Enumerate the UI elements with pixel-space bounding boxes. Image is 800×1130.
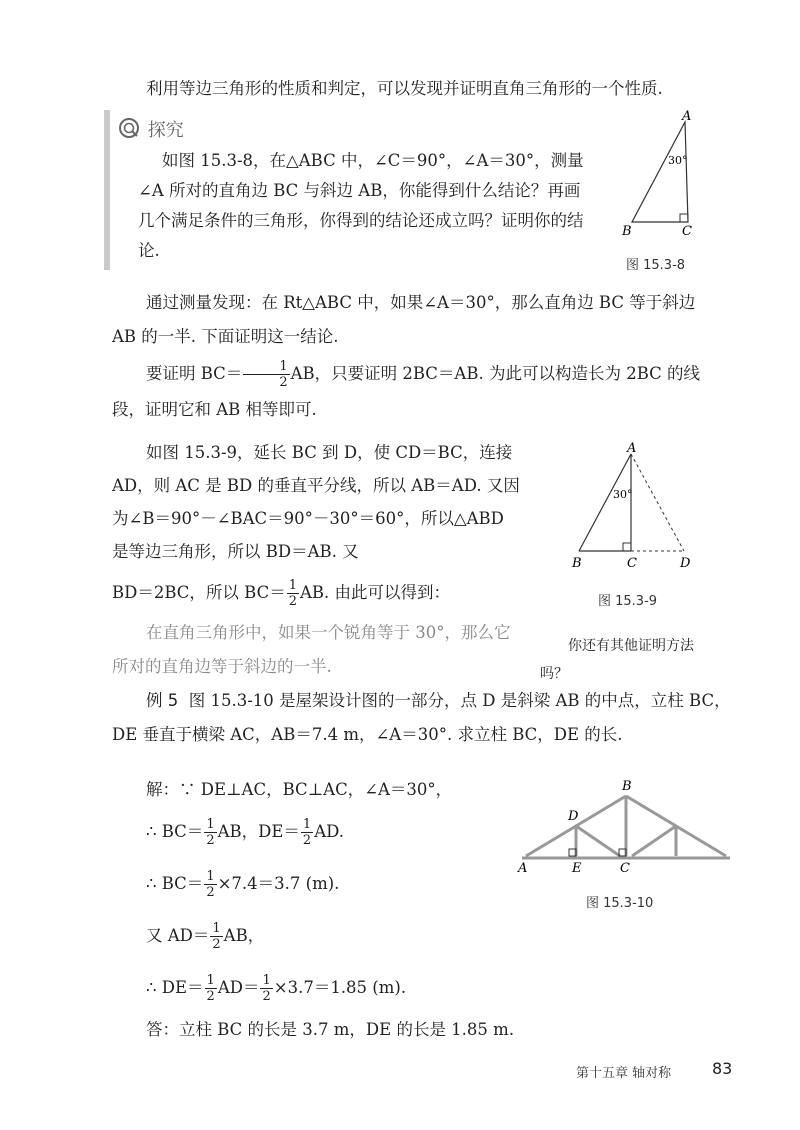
fig8-label-b: B	[622, 224, 632, 239]
page-number: 83	[712, 1059, 733, 1078]
side-note: 你还有其他证明方法吗？	[540, 638, 694, 682]
half-fraction: $\frac{1}{2}$	[288, 578, 297, 609]
intro-text: 利用等边三角形的性质和判定，可以发现并证明直角三角形的一个性质.	[146, 79, 663, 98]
p2-text-a: 要证明 BC＝	[146, 364, 243, 383]
fig9-label-a: A	[627, 441, 637, 456]
p3-text-b: BD＝2BC，所以 BC＝	[112, 583, 286, 602]
p2-text-b: AB，只要证明 2BC＝AB. 为此可以构造长为 2BC 的线段，证明它和 AB 相等即可.	[112, 364, 701, 419]
fig8-caption: 图 15.3-8	[626, 258, 686, 273]
fig9-label-d: D	[680, 556, 691, 571]
fig9-angle-label: 30°	[613, 488, 633, 501]
figure-15-3-10	[512, 776, 742, 876]
fig10-label-b: B	[622, 779, 632, 794]
solution-line-1: 解：∵ DE⊥AC，BC⊥AC，∠A＝30°，	[146, 780, 453, 799]
solution-line-5: ∴ DE＝ $\frac{1}{2}$ AD＝ $\frac{1}{2}$ ×3.7＝1.85 (m).	[146, 973, 407, 1004]
prove-plan-paragraph	[112, 356, 717, 428]
solution-line-3: ∴ BC＝ $\frac{1}{2}$ ×7.4＝3.7 (m).	[146, 869, 340, 900]
explore-title: 探究	[147, 120, 184, 141]
fig10-label-e: E	[572, 861, 582, 876]
answer-line: 答：立柱 BC 的长是 3.7 m，DE 的长是 1.85 m.	[146, 1020, 515, 1039]
proof-conclusion	[112, 576, 532, 610]
fig10-label-d: D	[568, 809, 579, 824]
fig10-label-a: A	[518, 861, 528, 876]
fig9-label-c: C	[627, 556, 637, 571]
p3-text-c: AB. 由此可以得到：	[300, 583, 451, 602]
proof-paragraph: 如图 15.3-9，延长 BC 到 D，使 CD＝BC，连接 AD，则 AC 是 BD 的垂直平分线，所以 AB＝AD. 又因为∠B＝90°－∠BAC＝90°－30°＝60°，所以△ABD 是等边三角形，所以 BD＝AB. 又	[112, 443, 520, 561]
magnifier-icon	[118, 117, 142, 141]
solution-line-2: ∴ BC＝ $\frac{1}{2}$ AB，DE＝ $\frac{1}{2}$ AD.	[146, 817, 345, 848]
theorem-text: 在直角三角形中，如果一个锐角等于 30°，那么它所对的直角边等于斜边的一半.	[112, 623, 511, 676]
figure-15-3-8	[612, 110, 732, 240]
footer-chapter: 第十五章 轴对称	[576, 1066, 672, 1081]
half-fraction: $\frac{1}{2}$	[243, 360, 289, 389]
fig10-label-c: C	[620, 861, 630, 876]
fig10-caption: 图 15.3-10	[586, 896, 654, 911]
measure-paragraph: 通过测量发现：在 Rt△ABC 中，如果∠A＝30°，那么直角边 BC 等于斜边 AB 的一半. 下面证明这一结论.	[112, 293, 696, 346]
example-text: 图 15.3-10 是屋架设计图的一部分，点 D 是斜梁 AB 的中点，立柱 BC，DE 垂直于横梁 AC，AB＝7.4 m，∠A＝30°. 求立柱 BC，DE 的长.	[112, 691, 731, 744]
solution-line-4: 又 AD＝ $\frac{1}{2}$ AB，	[146, 921, 265, 952]
fig8-label-a: A	[682, 110, 692, 124]
explore-text: 如图 15.3-8，在△ABC 中，∠C＝90°，∠A＝30°，测量∠A 所对的直角边 BC 与斜边 AB，你能得到什么结论？再画几个满足条件的三角形，你得到的结论还成立吗？证明你的结论.	[138, 151, 584, 260]
example-paragraph	[112, 684, 732, 752]
fig9-caption: 图 15.3-9	[598, 594, 658, 609]
fig8-label-c: C	[682, 224, 692, 239]
fig8-angle-label: 30°	[668, 154, 688, 167]
example-label: 例 5	[146, 691, 179, 710]
fig9-label-b: B	[572, 556, 582, 571]
explore-heading	[118, 116, 184, 142]
figure-15-3-9	[566, 440, 716, 580]
